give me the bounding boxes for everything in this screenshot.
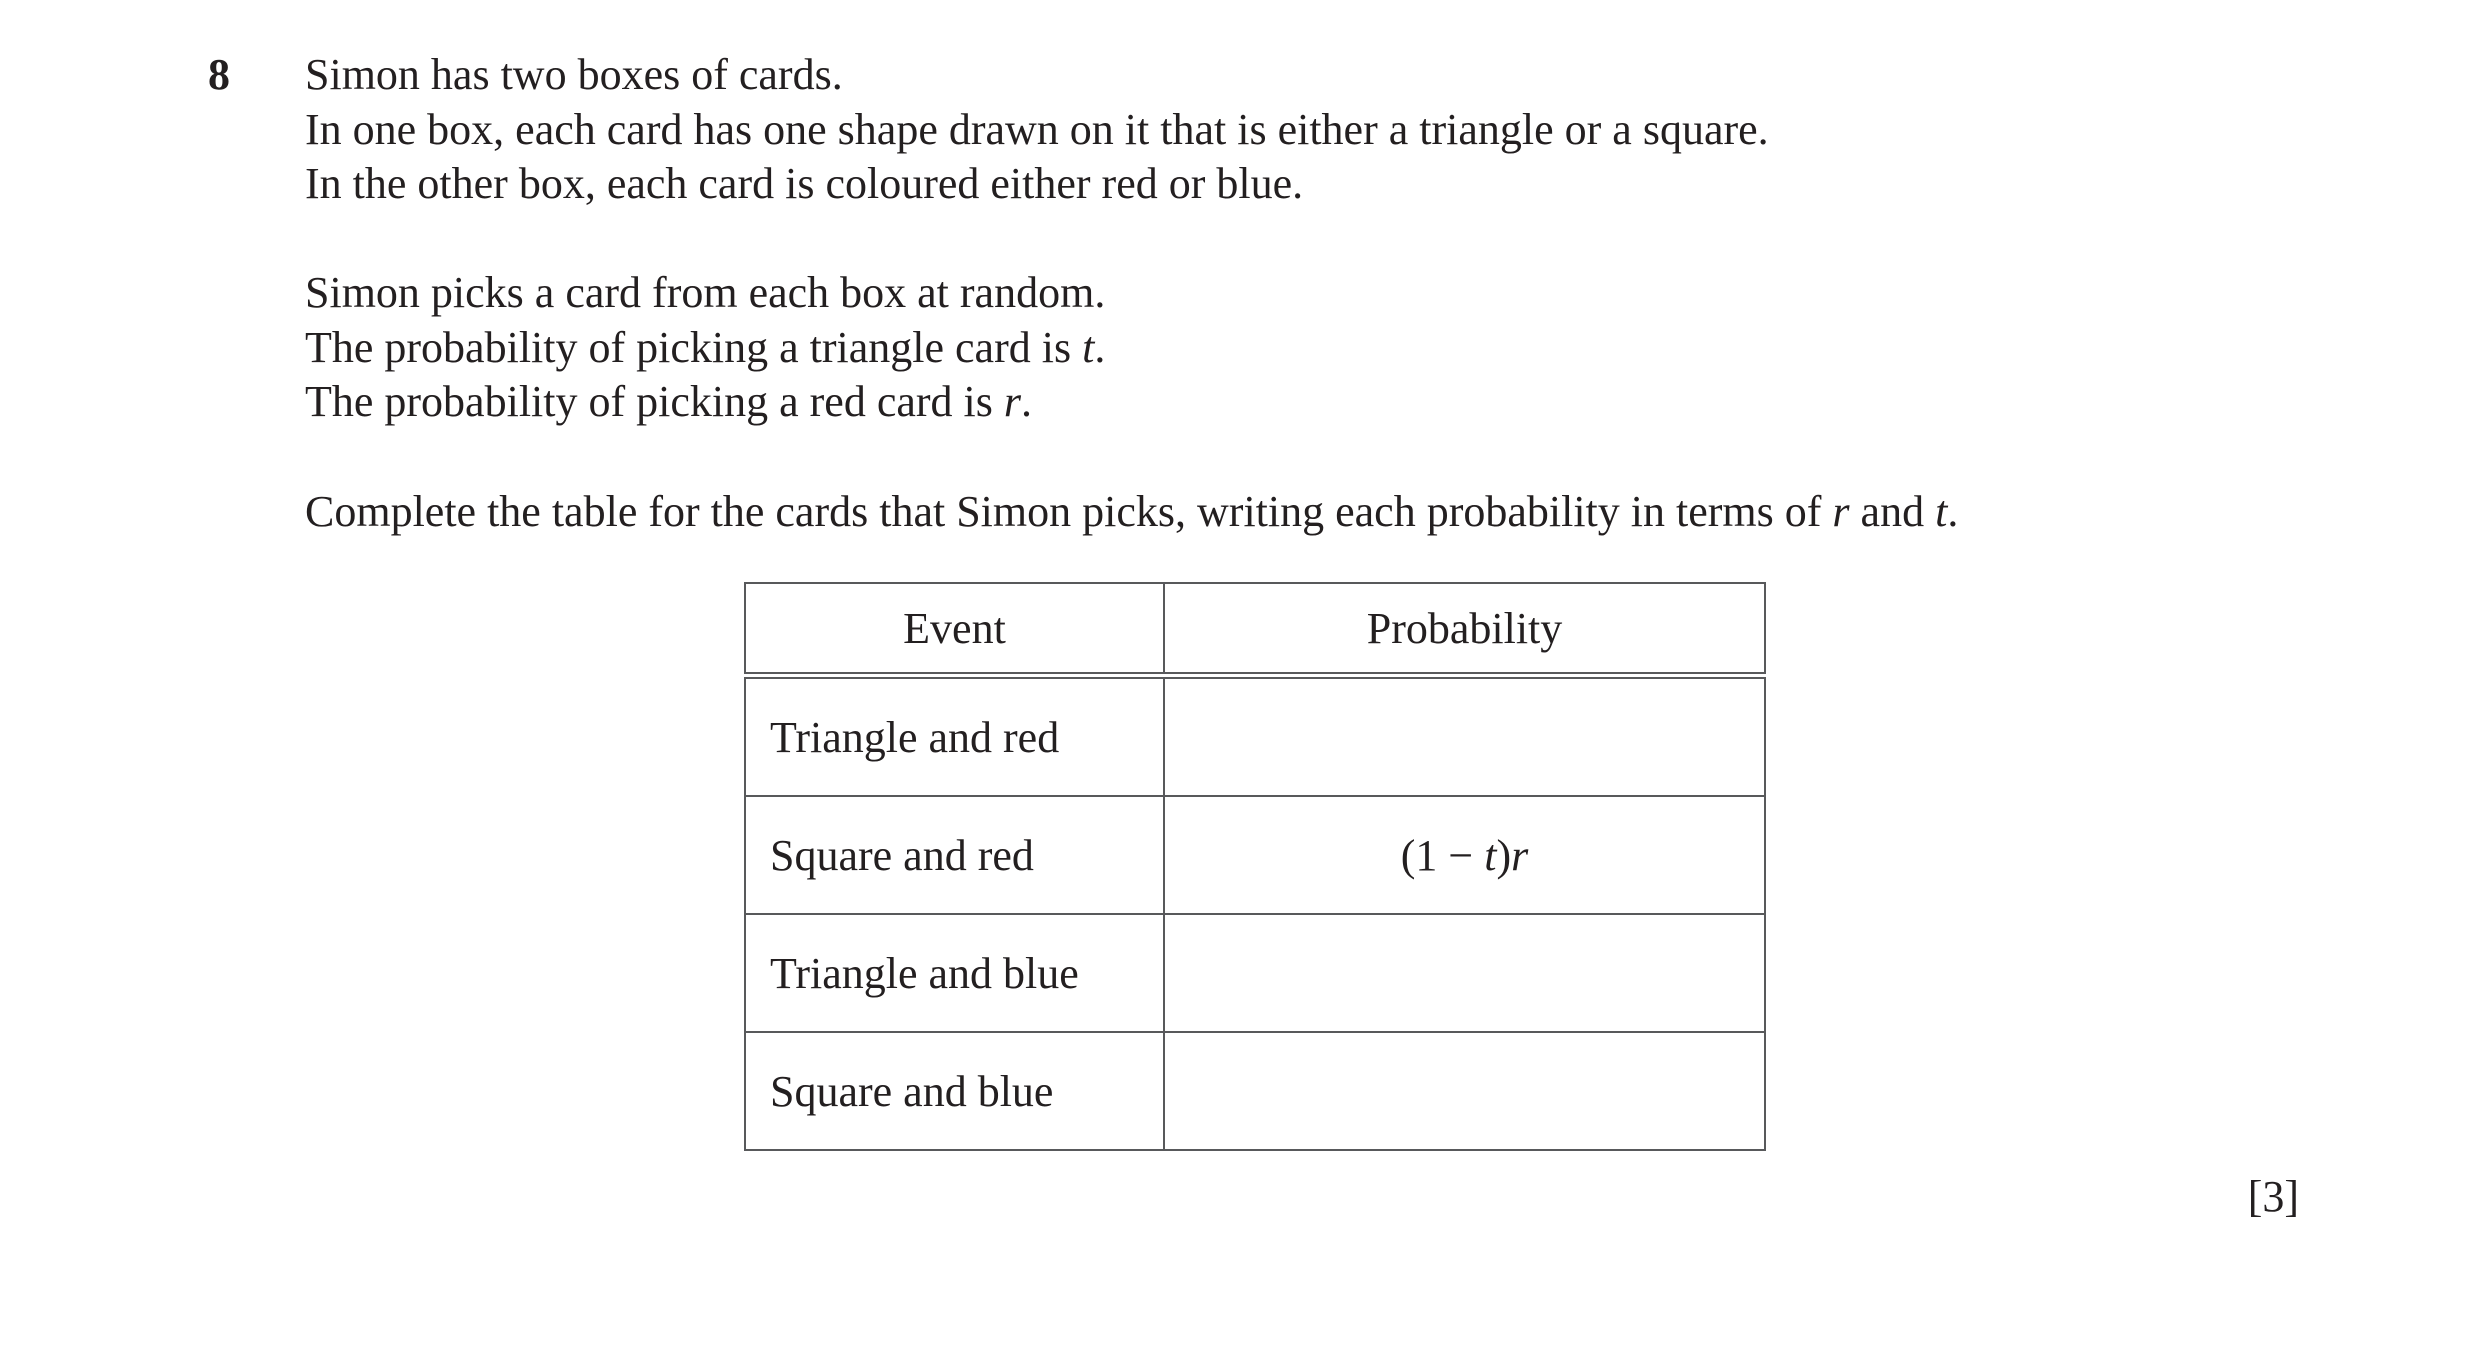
- table-row: [745, 676, 1765, 797]
- given-open: (1 −: [1400, 830, 1485, 880]
- intro-line-3: In the other box, each card is coloured either red or blue.: [305, 159, 1304, 208]
- variable-r: r: [1003, 377, 1022, 426]
- info-paragraph: [305, 266, 1105, 430]
- info-line-1: Simon picks a card from each box at random.: [305, 268, 1106, 317]
- probability-answer-cell[interactable]: [1164, 1032, 1765, 1150]
- event-cell: Square and red: [745, 796, 1164, 914]
- given-close: ): [1496, 830, 1512, 880]
- intro-line-2: In one box, each card has one shape drawn on it that is either a triangle or a square.: [305, 104, 1769, 154]
- table-row: [745, 914, 1765, 1032]
- variable-r: r: [1511, 830, 1529, 880]
- marks-label: [3]: [2247, 1172, 2299, 1221]
- instruction-text: Complete the table for the cards that Simon picks, writing each probability in terms of: [305, 487, 1833, 536]
- instruction-line: [305, 485, 1958, 540]
- probability-given-cell: [1164, 796, 1765, 914]
- instruction-paragraph: [305, 485, 1958, 540]
- instruction-and: and: [1849, 487, 1936, 536]
- info-line-3: [305, 375, 1105, 430]
- event-cell: Square and blue: [745, 1032, 1164, 1150]
- table-row: [745, 1032, 1765, 1150]
- intro-line-1: Simon has two boxes of cards.: [305, 50, 843, 99]
- variable-r: r: [1832, 487, 1850, 536]
- event-cell: Triangle and blue: [745, 914, 1164, 1032]
- variable-t: t: [1935, 487, 1948, 536]
- info-line-2-text: The probability of picking a triangle card is: [305, 322, 1083, 372]
- variable-t: t: [1484, 830, 1497, 880]
- header-event: Event: [745, 583, 1164, 676]
- period: .: [1021, 377, 1033, 426]
- question-number: 8: [208, 50, 230, 99]
- probability-table: [744, 582, 1766, 1151]
- header-probability: Probability: [1164, 583, 1765, 676]
- table-header-row: [745, 583, 1765, 676]
- intro-paragraph: [305, 48, 1769, 212]
- info-line-3-text: The probability of picking a red card is: [305, 377, 1004, 426]
- info-line-2: [305, 321, 1105, 376]
- event-cell: Triangle and red: [745, 676, 1164, 797]
- probability-answer-cell[interactable]: [1164, 676, 1765, 797]
- table-row: [745, 796, 1765, 914]
- probability-answer-cell[interactable]: [1164, 914, 1765, 1032]
- period: .: [1947, 487, 1959, 536]
- variable-t: t: [1082, 322, 1095, 372]
- period: .: [1094, 322, 1106, 372]
